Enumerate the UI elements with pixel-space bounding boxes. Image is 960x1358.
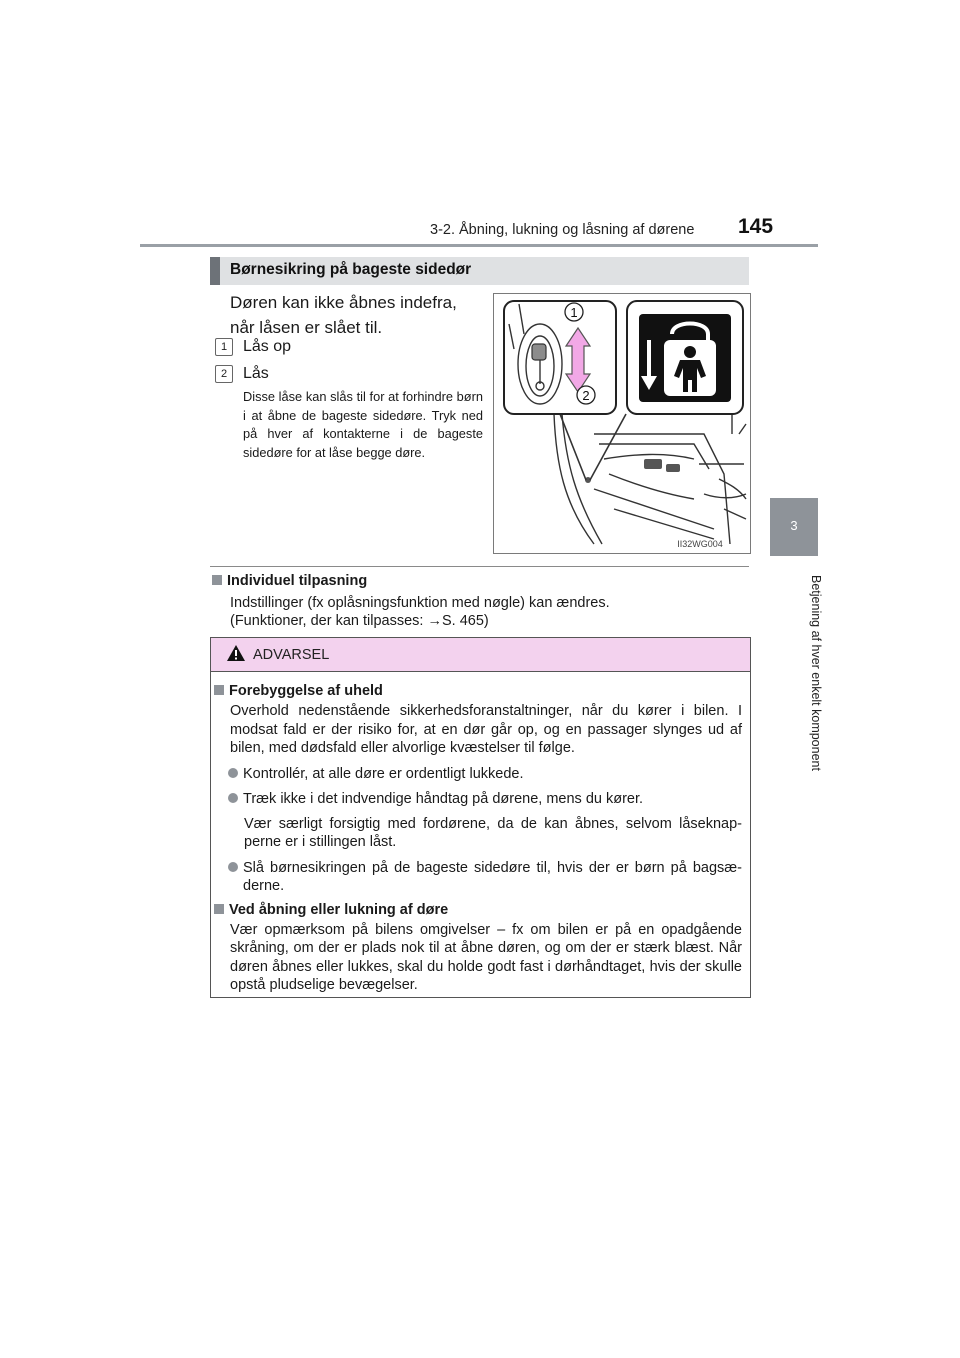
section-header-bar xyxy=(210,257,220,285)
item-label-lock: Lås xyxy=(243,365,269,382)
chapter-tab-number: 3 xyxy=(790,518,798,533)
item-number-1: 1 xyxy=(215,338,233,356)
warning-heading-1: Forebyggelse af uheld xyxy=(229,683,383,699)
customization-heading-text: Individuel tilpasning xyxy=(227,573,368,589)
warning-bullet-1-text: Kontrollér, at alle døre er ordentligt lukkede. xyxy=(243,765,524,782)
warning-section-heading xyxy=(214,902,742,918)
warning-section-heading xyxy=(214,683,742,699)
customization-line-2-prefix: (Funktioner, der kan tilpasses: xyxy=(230,613,424,629)
customization-line-2 xyxy=(230,612,740,630)
warning-bullet-1 xyxy=(228,765,742,784)
customization-line-1: Indstillinger (fx oplåsningsfunktion med nøgle) kan ændres. xyxy=(230,595,610,611)
arrow-right-icon: → xyxy=(427,613,442,629)
page-reference[interactable]: S. 465) xyxy=(441,613,489,629)
warning-bullet-3-text: Slå børnesikringen på de bageste sidedøre til, hvis der er børn på bagsæ-derne. xyxy=(243,859,742,894)
item-number-2: 2 xyxy=(215,365,233,383)
warning-bullet-2-text: Træk ikke i det indvendige håndtag på dørene, mens du kører. xyxy=(243,791,644,807)
dot-bullet-icon xyxy=(228,793,238,803)
customization-body xyxy=(230,594,740,630)
child-lock-illustration xyxy=(493,293,751,554)
warning-paragraph-1: Overhold nedenstående sikkerhedsforanstaltninger, når du kører i bilen. I modsat fald er der risiko for, at en dør går op, og en passager slynges ud af bilen, med dødsfald eller alvorlige kvæstelser til følge. xyxy=(230,703,742,756)
warning-title: ADVARSEL xyxy=(253,647,330,663)
figure-callout-2: 2 xyxy=(582,388,590,403)
section-divider xyxy=(210,566,749,567)
warning-triangle-icon xyxy=(226,644,246,662)
customization-heading xyxy=(212,573,367,589)
chapter-tab-label: Betjening af hver enkelt komponent xyxy=(809,575,823,771)
dot-bullet-icon xyxy=(228,768,238,778)
square-bullet-icon xyxy=(214,685,224,695)
warning-content xyxy=(214,683,742,995)
section-note: Disse låse kan slås til for at forhindre børn i at åbne de bageste sidedøre. Tryk ned på hver af kontakterne i de bageste sidedøre for at låse begge døre. xyxy=(243,389,483,460)
section-intro: Døren kan ikke åbnes indefra, når låsen er slået til. xyxy=(230,293,457,337)
item-label-unlock: Lås op xyxy=(243,338,292,355)
warning-heading-2: Ved åbning eller lukning af døre xyxy=(229,901,449,918)
warning-bullet-2-extra: Vær særligt forsigtig med fordørene, da de kan åbnes, selvom låseknap-perne er i stillingen låst. xyxy=(244,815,742,850)
section-title: Børnesikring på bageste sidedør xyxy=(230,261,472,278)
warning-bullet-3 xyxy=(228,859,742,896)
square-bullet-icon xyxy=(212,575,222,585)
square-bullet-icon xyxy=(214,904,224,914)
figure-callout-1: 1 xyxy=(570,305,578,320)
warning-paragraph-2: Vær opmærksom på bilens omgivelser – fx om bilen er på en opadgående skråning, om der er plads nok til at åbne døren, og om der er stærk blæst. Når døren åbnes eller lukkes, skal du holde godt fast i dørhåndtaget, hvis der skulle opstå pludselige bevægelser. xyxy=(230,921,742,993)
warning-bullet-2 xyxy=(228,790,742,809)
figure-code: II32WG004 xyxy=(677,539,723,549)
dot-bullet-icon xyxy=(228,862,238,872)
header-rule xyxy=(140,244,818,247)
chapter-title: 3-2. Åbning, lukning og låsning af dørene xyxy=(430,222,695,238)
page-number: 145 xyxy=(738,215,774,238)
